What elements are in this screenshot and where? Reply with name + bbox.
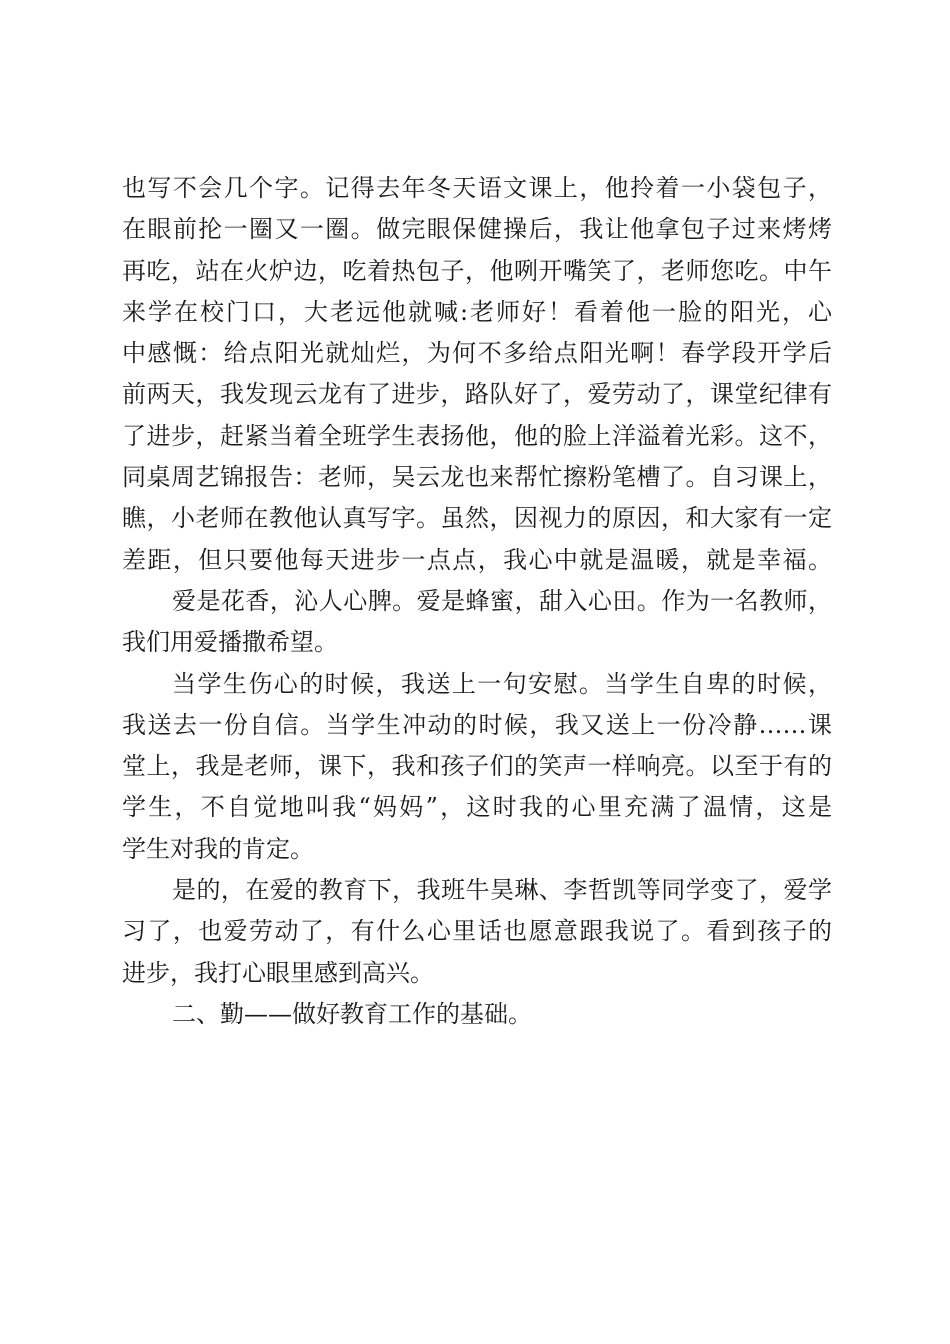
text-line: 了进步，赶紧当着全班学生表扬他，他的脸上洋溢着光彩。这不，: [122, 421, 832, 450]
text-line: 同桌周艺锦报告：老师，吴云龙也来帮忙擦粉笔槽了。自习课上，: [122, 463, 832, 492]
text-line: 中感慨：给点阳光就灿烂，为何不多给点阳光啊！春学段开学后: [122, 339, 832, 368]
paragraph: [122, 168, 832, 581]
paragraph: [122, 664, 832, 870]
text-line: 是的，在爱的教育下，我班牛昊琳、李哲凯等同学变了，爱学: [172, 876, 832, 905]
text-line: 瞧，小老师在教他认真写字。虽然，因视力的原因，和大家有一定: [122, 504, 832, 533]
text-line: 再吃，站在火炉边，吃着热包子，他咧开嘴笑了，老师您吃。中午: [122, 256, 832, 285]
text-line: 学生，不自觉地叫我“妈妈”，这时我的心里充满了温情，这是: [122, 793, 832, 822]
text-line: 在眼前抡一圈又一圈。做完眼保健操后，我让他拿包子过来烤烤: [122, 215, 832, 244]
text-line: 习了，也爱劳动了，有什么心里话也愿意跟我说了。看到孩子的: [122, 917, 832, 946]
text-line: 当学生伤心的时候，我送上一句安慰。当学生自卑的时候，: [172, 669, 832, 698]
paragraph: [122, 870, 832, 994]
document-body: [122, 168, 832, 1035]
paragraph: [122, 581, 832, 664]
text-line: 堂上，我是老师，课下，我和孩子们的笑声一样响亮。以至于有的: [122, 752, 832, 781]
text-line: 二、勤——做好教育工作的基础。: [172, 999, 532, 1028]
text-line: 爱是花香，沁人心脾。爱是蜂蜜，甜入心田。作为一名教师，: [172, 586, 832, 615]
text-line: 进步，我打心眼里感到高兴。: [122, 958, 434, 987]
text-line: 我送去一份自信。当学生冲动的时候，我又送上一份冷静……课: [122, 710, 832, 739]
text-line: 我们用爱播撒希望。: [122, 628, 338, 657]
section-heading: [122, 994, 832, 1035]
text-line: 学生对我的肯定。: [122, 834, 314, 863]
text-line: 前两天，我发现云龙有了进步，路队好了，爱劳动了，课堂纪律有: [122, 380, 832, 409]
text-line: 来学在校门口，大老远他就喊:老师好！看着他一脸的阳光，心: [122, 297, 832, 326]
text-line: 也写不会几个字。记得去年冬天语文课上，他拎着一小袋包子，: [122, 174, 832, 202]
text-line: 差距，但只要他每天进步一点点，我心中就是温暖，就是幸福。: [122, 545, 832, 574]
